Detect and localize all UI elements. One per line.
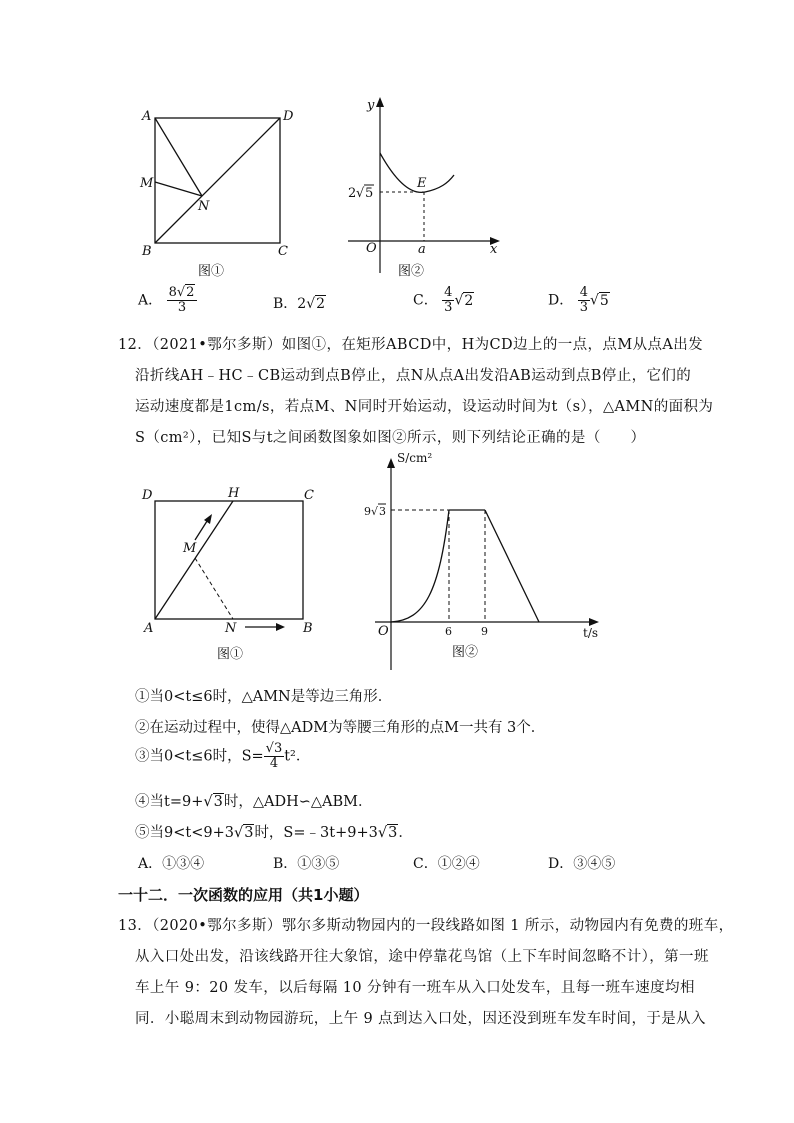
label-A: A: [144, 621, 154, 636]
axis-x-label: t/s: [583, 626, 599, 640]
figure-caption: 图①: [198, 264, 225, 279]
label-C: C: [278, 244, 288, 259]
q11-option-c[interactable]: C． $\frac{4}{3}$ √2: [413, 285, 474, 315]
label-D: D: [283, 109, 294, 124]
q13-line-1: 13．（2020•鄂尔多斯）鄂尔多斯动物园内的一段线路如图 1 所示，动物园内有免费的班车，: [118, 918, 734, 934]
label-B: B: [303, 621, 313, 636]
figure-12-graph: [355, 452, 605, 674]
q12-line-2: 沿折线AH﹣HC﹣CB运动到点B停止，点N从点A出发沿AB运动到点B停止，它们的: [135, 368, 692, 384]
figure-caption: 图②: [452, 645, 479, 660]
q12-option-b[interactable]: B．①③⑤: [273, 856, 340, 872]
figure-caption: 图①: [217, 647, 244, 662]
yval-rad: 3: [379, 505, 386, 518]
label-B: B: [142, 244, 152, 259]
q11-option-b[interactable]: B．2√2: [273, 296, 326, 312]
axis-x-label: x: [490, 242, 498, 257]
q13-line-3: 车上午 9：20 发车，以后每隔 10 分钟有一班车从入口处发车，且每一班车速度均相: [135, 980, 695, 996]
tick-6: 6: [445, 625, 452, 638]
q12-line-4: S（cm²），已知S与t之间函数图象如图②所示，则下列结论正确的是（ ）: [135, 430, 646, 446]
svg-text:√: √: [371, 505, 379, 518]
q13-line-2: 从入口处出发，沿该线路开往大象馆，途中停靠花鸟馆（上下车时间忽略不计），第一班: [135, 949, 709, 965]
q12-option-c[interactable]: C．①②④: [413, 856, 480, 872]
q12-line-3: 运动速度都是1cm/s，若点M、N同时开始运动，设运动时间为t（s），△AMN的面积为: [135, 399, 714, 415]
statement-1: ①当0<t≤6时，△AMN是等边三角形．: [135, 689, 393, 705]
tick-a: a: [418, 242, 426, 257]
yval-coef: 9: [364, 505, 371, 518]
statement-5: ⑤当9<t<9+3√3时，S=﹣3t+9+3√3．: [135, 825, 413, 841]
label-D: D: [142, 488, 153, 503]
point-E: E: [417, 176, 427, 191]
label-M: M: [183, 541, 197, 556]
statement-4: ④当t=9+√3时，△ADH∽△ABM．: [135, 794, 373, 810]
statement-2: ②在运动过程中，使得△ADM为等腰三角形的点M一共有 3个．: [135, 720, 546, 736]
label-H: H: [228, 486, 240, 501]
q12-line-1: 12．（2021•鄂尔多斯）如图①，在矩形ABCD中，H为CD边上的一点，点M从点A出发: [118, 337, 704, 353]
label-M: M: [140, 176, 154, 191]
figure-caption: 图②: [398, 264, 425, 279]
figure-12-rectangle: [135, 480, 325, 665]
q12-option-d[interactable]: D．③④⑤: [548, 856, 616, 872]
section-title: 一十二．一次函数的应用（共1小题）: [118, 886, 369, 904]
svg-text:√: √: [356, 186, 365, 201]
axis-y-label: S/cm²: [397, 452, 433, 465]
origin-label: O: [366, 241, 377, 256]
q12-option-a[interactable]: A．①③④: [138, 856, 205, 872]
label-C: C: [304, 488, 314, 503]
label-N: N: [198, 199, 210, 214]
q11-option-a[interactable]: A． $\frac{8√2}{3}$: [138, 286, 197, 315]
figure-11-graph: [340, 95, 510, 280]
yval-rad: 5: [365, 186, 374, 201]
q13-line-4: 同．小聪周末到动物园游玩，上午 9 点到达入口处，因还没到班车发车时间，于是从入: [135, 1011, 706, 1027]
axis-y-label: y: [367, 98, 375, 113]
yval-coef: 2: [348, 186, 357, 201]
statement-3: ③当0<t≤6时，S= $\frac{√3}{4}$ t²．: [135, 741, 311, 771]
origin-label: O: [378, 624, 389, 639]
q11-option-d[interactable]: D． $\frac{4}{3}$ √5: [548, 285, 609, 315]
figure-11-square: [130, 100, 300, 280]
label-A: A: [142, 109, 152, 124]
label-N: N: [225, 621, 237, 636]
tick-9: 9: [481, 625, 488, 638]
